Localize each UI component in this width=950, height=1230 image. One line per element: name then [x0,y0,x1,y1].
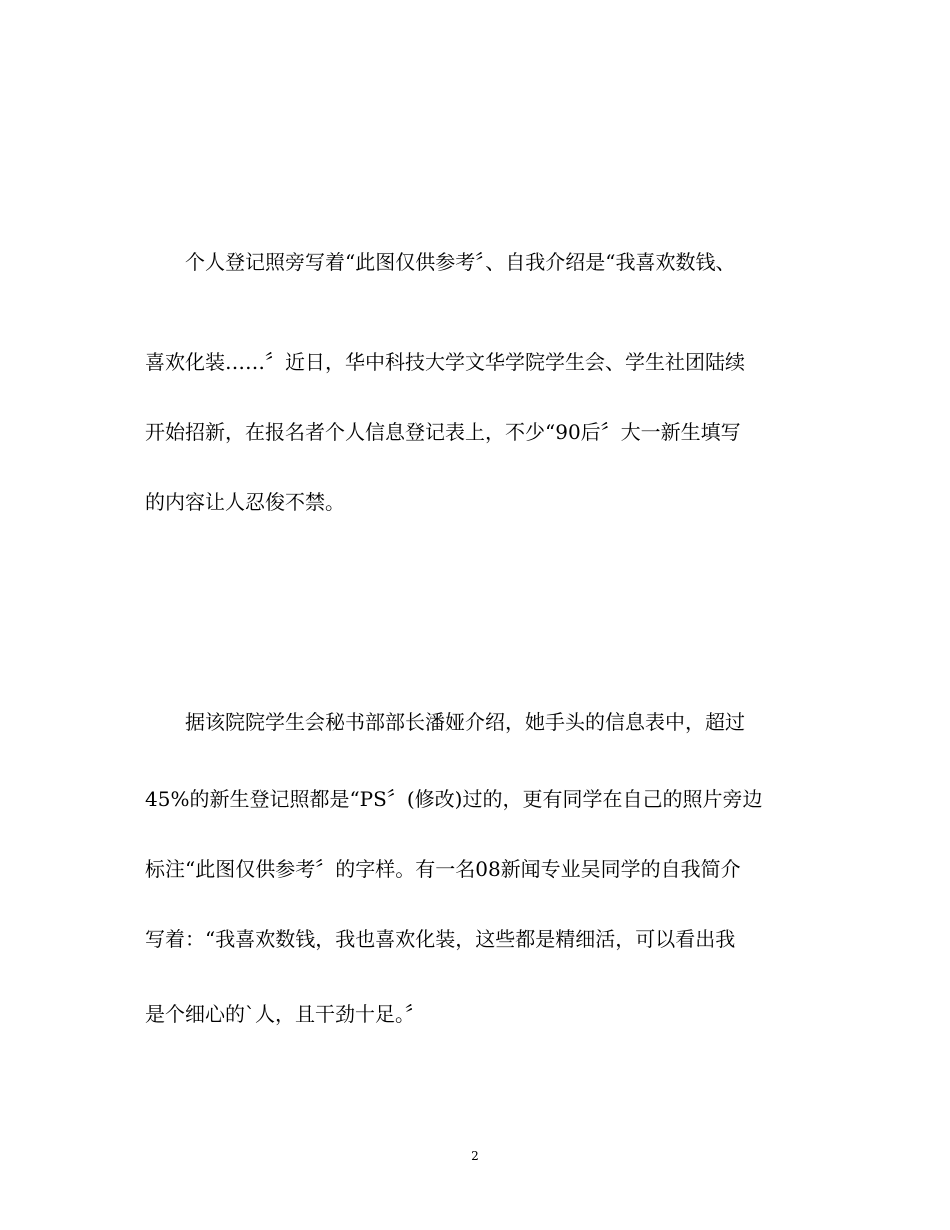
paragraph-line: 开始招新，在报名者个人信息登记表上，不少“90后〞大一新生填写 [145,420,741,444]
paragraph-line: 写着：“我喜欢数钱，我也喜欢化装，这些都是精细活，可以看出我 [145,927,736,951]
paragraph-line: 45%的新生登记照都是“PS〞(修改)过的，更有同学在自己的照片旁边 [145,787,763,811]
paragraph-line: 据该院院学生会秘书部部长潘娅介绍，她手头的信息表中，超过 [145,710,745,734]
paragraph-line: 的内容让人忍俊不禁。 [145,490,345,514]
paragraph-line: 个人登记照旁写着“此图仅供参考〞、自我介绍是“我喜欢数钱、 [145,250,736,274]
paragraph-line: 标注“此图仅供参考〞的字样。有一名08新闻专业吴同学的自我简介 [145,857,741,881]
paragraph-line: 喜欢化装……〞近日，华中科技大学文华学院学生会、学生社团陆续 [145,350,745,374]
paragraph-line: 是个细心的`人，且干劲十足。〞 [145,1002,425,1026]
page-number: 2 [471,1149,479,1163]
